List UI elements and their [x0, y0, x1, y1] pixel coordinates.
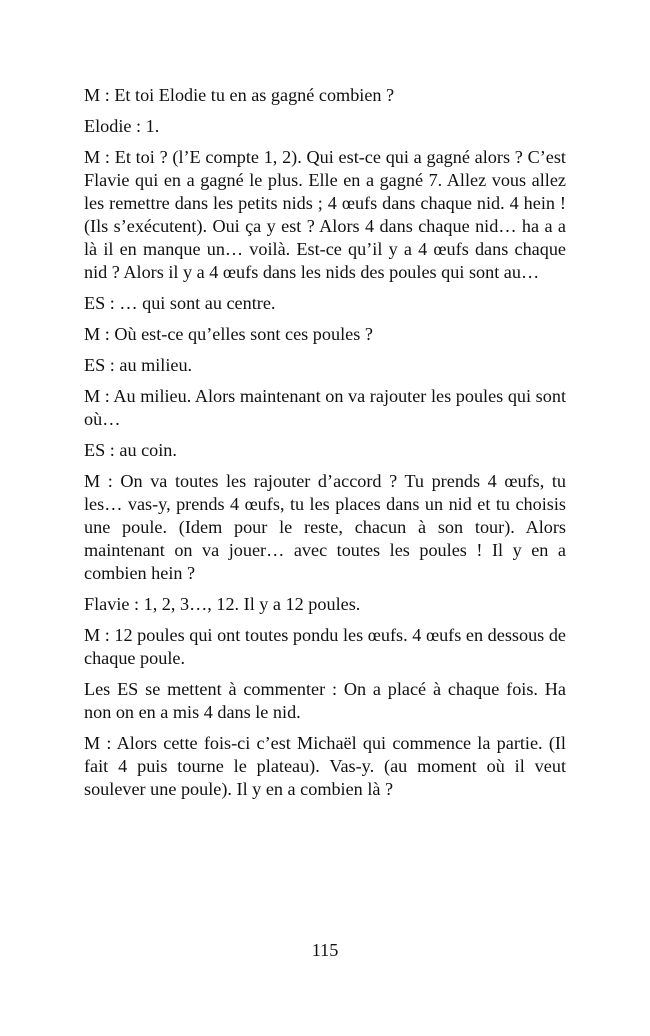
dialogue-paragraph: M : Alors cette fois-ci c’est Michaël qui commence la partie. (Il fait 4 puis tourne le plateau). Vas-y. (au moment où il veut soulever une poule). Il y en a combien là ? — [84, 733, 566, 799]
dialogue-paragraph: Elodie : 1. — [84, 116, 160, 136]
dialogue-paragraph: M : Au milieu. Alors maintenant on va rajouter les poules qui sont où… — [84, 386, 566, 429]
dialogue-paragraph: M : 12 poules qui ont toutes pondu les œufs. 4 œufs en dessous de chaque poule. — [84, 625, 566, 668]
dialogue-paragraph: M : Et toi ? (l’E compte 1, 2). Qui est-ce qui a gagné alors ? C’est Flavie qui en a gagné le plus. Elle en a gagné 7. Allez vous allez les remettre dans les petits nids ; 4 œufs dans chaque nid. 4 hein ! (Ils s’exécutent). Oui ça y est ? Alors 4 dans chaque nid… ha a a là il en manque un… voilà. Est-ce qu’il y a 4 œufs dans chaque nid ? Alors il y a 4 œufs dans les nids des poules qui sont au… — [84, 147, 566, 282]
dialogue-paragraph: Flavie : 1, 2, 3…, 12. Il y a 12 poules. — [84, 594, 361, 614]
page-body — [84, 84, 566, 809]
dialogue-paragraph: M : Et toi Elodie tu en as gagné combien ? — [84, 85, 395, 105]
dialogue-paragraph: ES : au coin. — [84, 440, 177, 460]
dialogue-paragraph: ES : … qui sont au centre. — [84, 293, 276, 313]
dialogue-paragraph: Les ES se mettent à commenter : On a placé à chaque fois. Ha non on en a mis 4 dans le nid. — [84, 679, 566, 722]
dialogue-paragraph: M : Où est-ce qu’elles sont ces poules ? — [84, 324, 373, 344]
dialogue-paragraph: ES : au milieu. — [84, 355, 193, 375]
page-number: 115 — [311, 940, 339, 960]
dialogue-paragraph: M : On va toutes les rajouter d’accord ? Tu prends 4 œufs, tu les… vas-y, prends 4 œufs, tu les places dans un nid et tu choisis une poule. (Idem pour le reste, chacun à son tour). Alors maintenant on va jouer… avec toutes les poules ! Il y en a combien hein ? — [84, 471, 566, 583]
